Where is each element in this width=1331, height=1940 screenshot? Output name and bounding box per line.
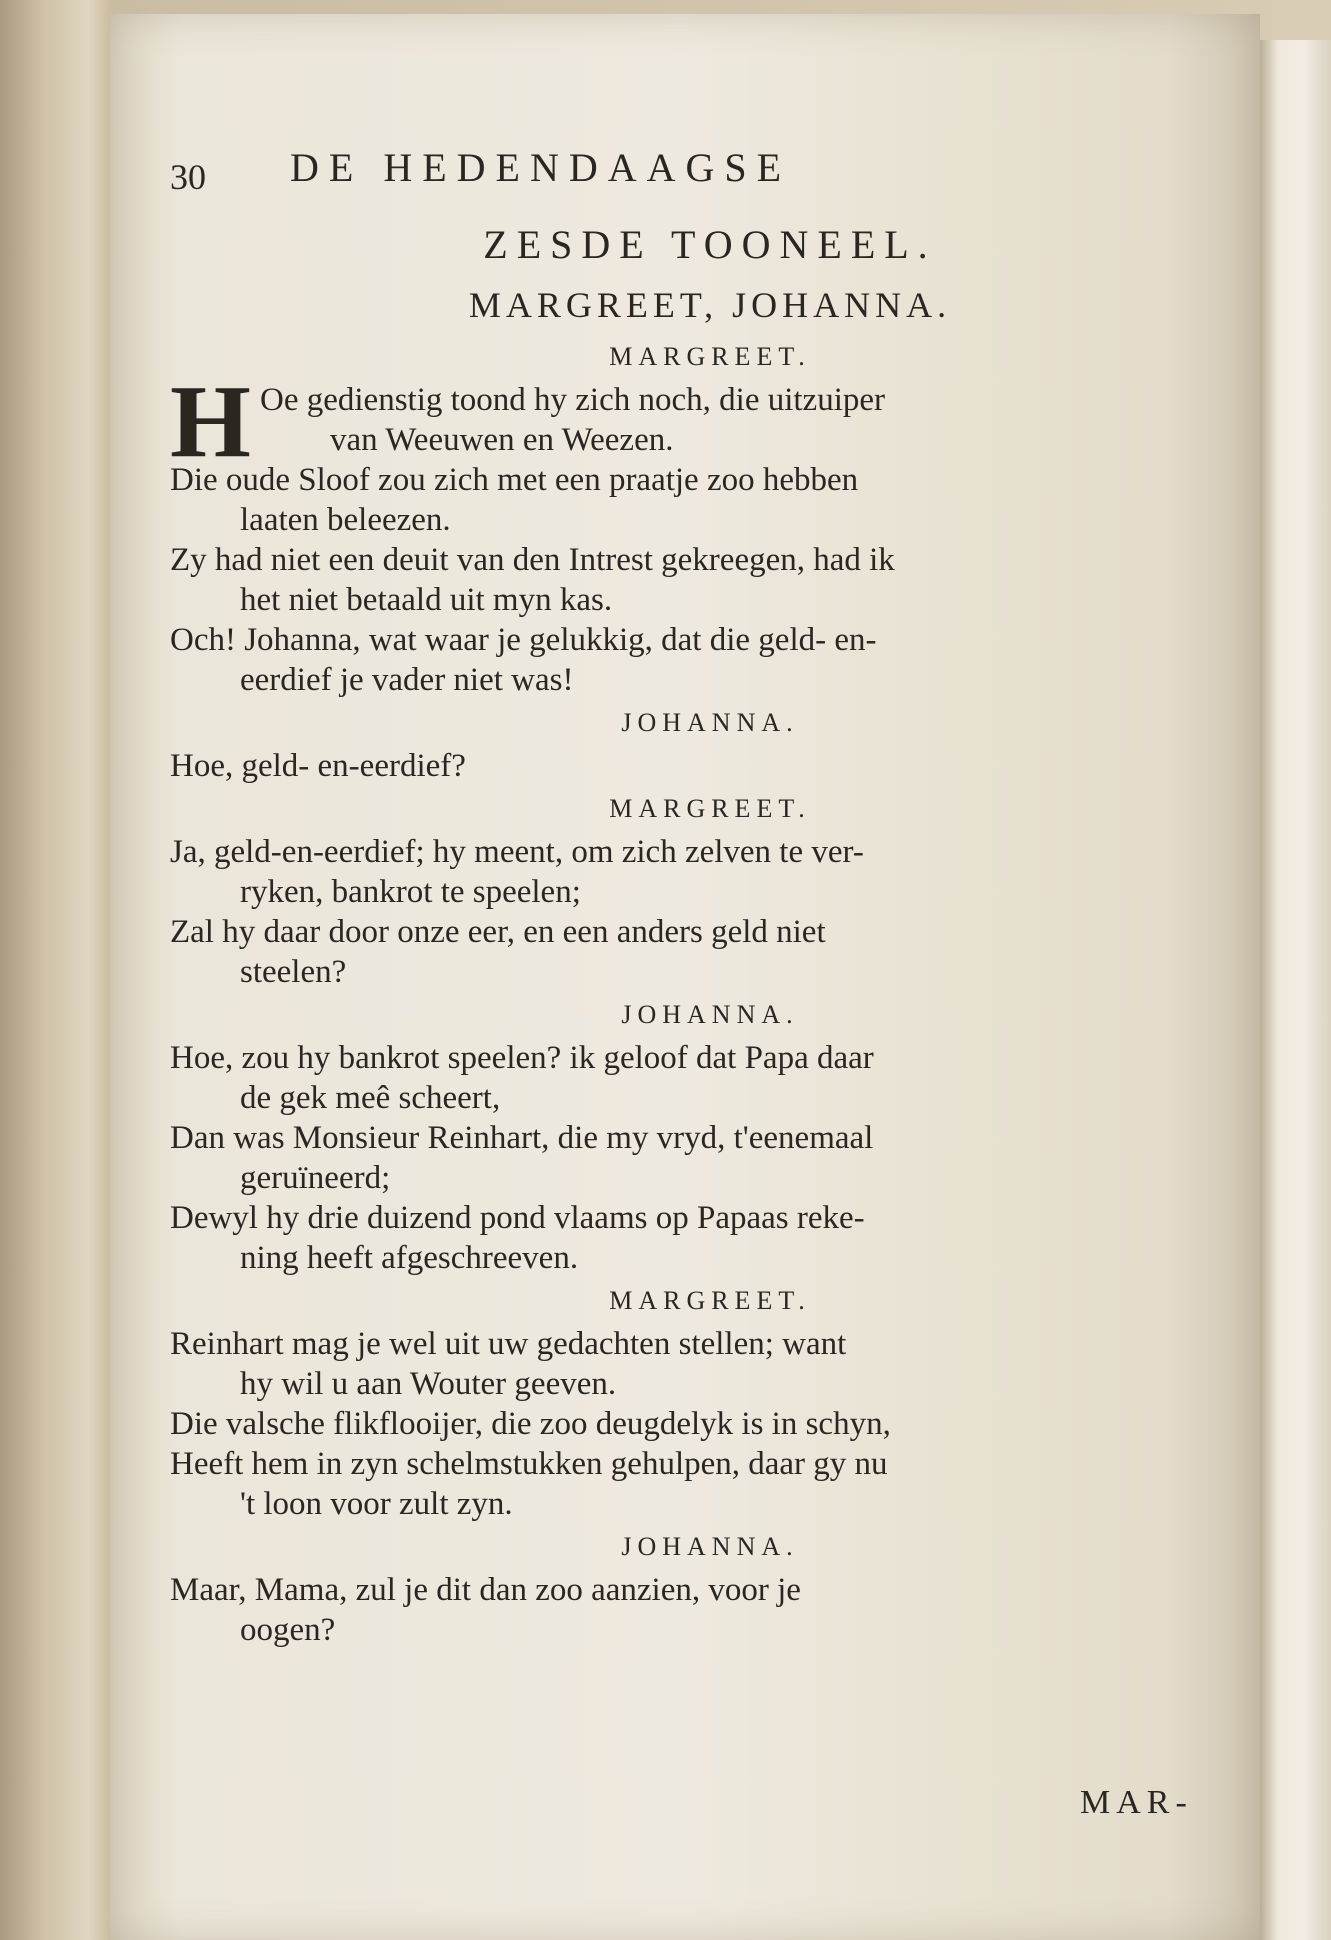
verse-text: Zal hy daar door onze eer, en een anders geld niet — [170, 914, 826, 950]
speaker-name: MARGREET. — [609, 1286, 811, 1315]
verse-line — [170, 912, 1190, 992]
speech — [170, 786, 1190, 992]
verse-text: Hoe, geld- en-eerdief? — [170, 748, 466, 784]
speaker-name: JOHANNA. — [621, 708, 799, 737]
speech — [170, 334, 1190, 700]
verse-continuation: ning heeft afgeschreeven. — [240, 1240, 579, 1276]
verse-line — [170, 364, 1190, 479]
verse-text: Zy had niet een deuit van den Intrest gekreegen, had ik — [170, 542, 895, 578]
page-header — [170, 144, 1190, 214]
verse-text: Hoe, zou hy bankrot speelen? ik geloof dat Papa daar — [170, 1040, 874, 1076]
book-page — [110, 14, 1260, 1940]
verse-text: Die oude Sloof zou zich met een praatje zoo hebben — [170, 462, 859, 498]
page-text — [170, 144, 1190, 1650]
scene-title: ZESDE TOONEEL. — [483, 222, 937, 267]
verse-continuation: eerdief je vader niet was! — [240, 662, 574, 698]
verse-continuation: ryken, bankrot te speelen; — [240, 874, 581, 910]
speaker-name: JOHANNA. — [621, 1000, 799, 1029]
verse-line — [170, 1038, 1190, 1118]
verse-line — [170, 1444, 1190, 1524]
verse-continuation: laaten beleezen. — [240, 502, 451, 538]
drop-cap: H — [170, 364, 251, 479]
verse-continuation: het niet betaald uit myn kas. — [240, 582, 613, 618]
verse-continuation: hy wil u aan Wouter geeven. — [240, 1366, 617, 1402]
verse-text: Dan was Monsieur Reinhart, die my vryd, t'eenemaal — [170, 1120, 874, 1156]
speaker-name: JOHANNA. — [621, 1532, 799, 1561]
verse-text: Ja, geld-en-eerdief; hy meent, om zich zelven te ver- — [170, 834, 864, 870]
verse-continuation: de gek meê scheert, — [240, 1080, 501, 1116]
verse-text: Die valsche flikflooijer, die zoo deugdelyk is in schyn, — [170, 1406, 891, 1442]
page-number: 30 — [170, 157, 206, 197]
verse-continuation: 't loon voor zult zyn. — [240, 1486, 513, 1522]
facing-page-edge — [1258, 40, 1331, 1940]
verse-line — [170, 1570, 1190, 1650]
book-gutter — [0, 0, 110, 1940]
verse-continuation: steelen? — [240, 954, 347, 990]
verse-line — [170, 460, 1190, 540]
speaker-name: MARGREET. — [609, 342, 811, 371]
speech — [170, 1524, 1190, 1650]
verse-continuation: van Weeuwen en Weezen. — [330, 422, 674, 458]
verse-text: Dewyl hy drie duizend pond vlaams op Papaas reke- — [170, 1200, 865, 1236]
verse-text: Och! Johanna, wat waar je gelukkig, dat die geld- en- — [170, 622, 877, 658]
verse-text: Reinhart mag je wel uit uw gedachten stellen; want — [170, 1326, 847, 1362]
verse-line — [170, 540, 1190, 620]
verse-line — [170, 832, 1190, 912]
cast-list: MARGREET, JOHANNA. — [468, 285, 952, 325]
verse-text: Oe gedienstig toond hy zich noch, die uitzuiper — [260, 382, 886, 418]
verse-text: Heeft hem in zyn schelmstukken gehulpen, daar gy nu — [170, 1446, 888, 1482]
speech — [170, 992, 1190, 1278]
speech — [170, 700, 1190, 786]
speaker-name: MARGREET. — [609, 794, 811, 823]
verse-line — [170, 620, 1190, 700]
verse-line — [170, 1324, 1190, 1404]
catchword: MAR- — [1080, 1784, 1193, 1821]
verse-line — [170, 1118, 1190, 1198]
verse-continuation: oogen? — [240, 1612, 336, 1648]
running-title: DE HEDENDAAGSE — [290, 145, 792, 190]
speech — [170, 1278, 1190, 1524]
verse-text: Maar, Mama, zul je dit dan zoo aanzien, voor je — [170, 1572, 801, 1608]
verse-line — [170, 746, 1190, 786]
verse-continuation: geruïneerd; — [240, 1160, 391, 1196]
verse-line — [170, 1198, 1190, 1278]
verse-line — [170, 1404, 1190, 1444]
